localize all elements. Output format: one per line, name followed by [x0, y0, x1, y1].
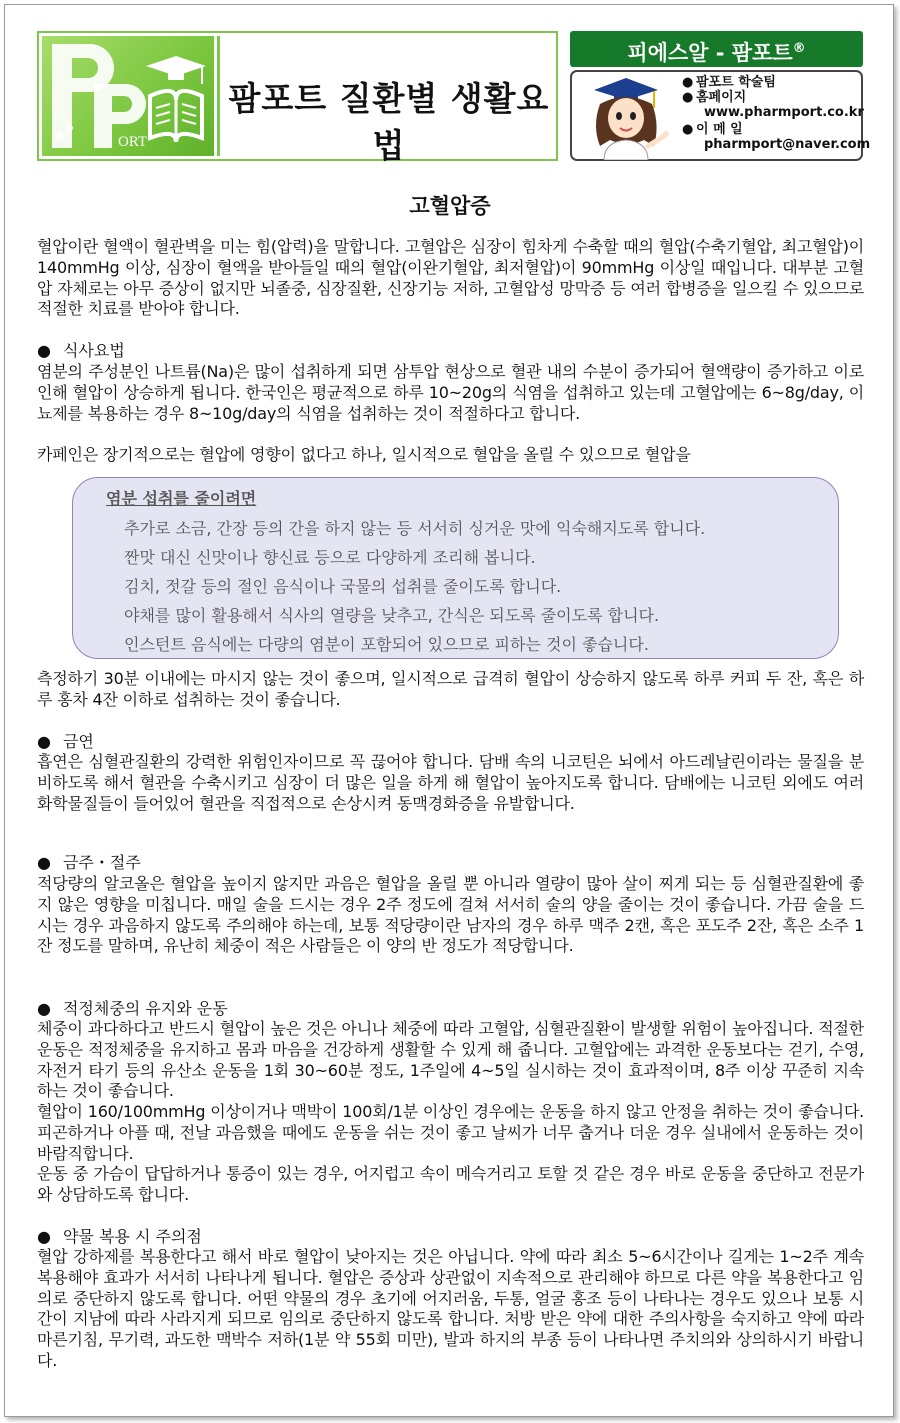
intro-paragraph: 혈압이란 혈액이 혈관벽을 미는 힘(압력)을 말합니다. 고혈압은 심장이 힘차게 수축할 때의 혈압(수축기혈압, 최고혈압)이 140mmHg 이상, 심장이 혈액을 받아들일 때의 혈압(이완기혈압, 최저혈압)이 90mmHg 이상일 때입니다. 대부분 고혈압 자체로는 아무 증상이 없지만 뇌졸중, 심장질환, 신장기능 저하, 고혈압성 망막증 등 여러 합병증을 일으킬 수 있으므로 적절한 치료를 받아야 합니다. [37, 237, 864, 319]
contact-label: 이 메 일 [696, 122, 743, 137]
diet-paragraph-1: 염분의 주성분인 나트륨(Na)은 많이 섭취하게 되면 삼투압 현상으로 혈관 내의 수분이 증가되어 혈액량이 증가하고 이로 인해 혈압이 상승하게 됩니다. 한국인은 평균적으로 하루 10~20g의 식염을 섭취하고 있는데 고혈압에는 6~8g/day, 이뇨제를 복용하는 경우 8~10g/day의 식염을 섭취하는 것이 적절하다고 합니다. [37, 362, 864, 423]
bullet-icon: ● [682, 90, 694, 105]
bullet-icon: ● [682, 122, 694, 137]
homepage-url[interactable]: www.pharmport.co.kr [704, 105, 864, 120]
salt-tips-list [124, 514, 705, 659]
email-address[interactable]: pharmport@naver.com [704, 137, 871, 152]
registered-mark: ® [792, 41, 806, 56]
contact-label: 홈페이지 [696, 90, 747, 105]
salt-tips-title: 염분 섭취를 줄이려면 [106, 489, 257, 508]
header-logo-box [37, 31, 558, 165]
heading-text: 금주・절주 [62, 853, 141, 872]
brand-name: 피에스알 - 팜포트 [627, 41, 793, 65]
salt-tip-item: 인스턴트 음식에는 다량의 염분이 포함되어 있으므로 피하는 것이 좋습니다. [124, 635, 649, 654]
heading-text: 금연 [62, 732, 94, 751]
salt-tip-item: 추가로 소금, 간장 등의 간을 하지 않는 등 서서히 싱거운 맛에 익숙해지도록 합니다. [124, 519, 706, 538]
pport-logo-icon [42, 36, 214, 156]
contact-item-homepage [680, 90, 860, 105]
bullet-icon: ● [37, 999, 51, 1018]
diet-paragraph-3: 측정하기 30분 이내에는 마시지 않는 것이 좋으며, 일시적으로 급격히 혈압이 상승하지 않도록 하루 커피 두 잔, 혹은 하루 홍차 4잔 이하로 섭취하는 것이 좋습니다. [37, 669, 864, 709]
heading-text: 식사요법 [62, 341, 125, 360]
smoking-paragraph: 흡연은 심혈관질환의 강력한 위험인자이므로 꼭 끊어야 합니다. 담배 속의 니코틴은 뇌에서 아드레날린이라는 물질을 분비하도록 해서 혈관을 수축시키고 심장이 더 많은 일을 하게 해 혈압이 높아지도록 합니다. 담배에는 니코틴 외에도 여러 화학물질들이 들어있어 혈관을 직접적으로 손상시켜 동맥경화증을 유발합니다. [37, 752, 864, 813]
alcohol-paragraph: 적당량의 알코올은 혈압을 높이지 않지만 과음은 혈압을 올릴 뿐 아니라 열량이 많아 살이 찌게 되는 등 심혈관질환에 좋지 않은 영향을 미칩니다. 매일 술을 드시는 경우 2주 정도에 걸쳐 서서히 술의 양을 줄이는 것이 좋습니다. 가끔 술을 드시는 경우 과음하지 않도록 주의해야 하는데, 보통 적당량이란 남자의 경우 하루 맥주 2캔, 혹은 포도주 2잔, 혹은 소주 1잔 정도를 말하며, 유난히 체중이 적은 사람들은 이 양의 반 정도가 적당합니다. [37, 874, 864, 956]
contact-label: 팜포트 학술팀 [696, 75, 776, 90]
bullet-icon: ● [37, 853, 51, 872]
bullet-icon: ● [37, 341, 51, 360]
exercise-paragraph-3: 운동 중 가슴이 답답하거나 통증이 있는 경우, 어지럽고 속이 메슥거리고 토할 것 같은 경우 바로 운동을 중단하고 전문가와 상담하도록 합니다. [37, 1164, 864, 1204]
salt-tip-item: 짠맛 대신 신맛이나 향신료 등으로 다양하게 조리해 봅니다. [124, 548, 536, 567]
heading-text: 약물 복용 시 주의점 [62, 1227, 202, 1246]
brand-bar [570, 31, 863, 67]
salt-tip-item: 야채를 많이 활용해서 식사의 열량을 낮추고, 간식은 되도록 줄이도록 합니다. [124, 606, 660, 625]
pport-logo [42, 36, 214, 156]
contact-item-team [680, 75, 860, 90]
section-heading-smoking [37, 732, 94, 752]
bullet-icon: ● [37, 732, 51, 751]
header-title: 팜포트 질환별 생활요법 [228, 79, 550, 165]
contact-item-email [680, 122, 860, 137]
section-heading-alcohol [37, 853, 141, 873]
salt-tips-box [72, 477, 839, 659]
salt-tip-item: 김치, 젓갈 등의 절인 음식이나 국물의 섭취를 줄이도록 합니다. [124, 577, 562, 596]
contact-info-box [570, 70, 871, 161]
heading-text: 적정체중의 유지와 운동 [62, 999, 228, 1018]
svg-text:ORT: ORT [118, 134, 148, 150]
exercise-paragraph-1: 체중이 과다하다고 반드시 혈압이 높은 것은 아니나 체중에 따라 고혈압, 심혈관질환이 발생할 위험이 높아집니다. 적절한 운동은 적정체중을 유지하고 몸과 마음을 건강하게 생활할 수 있게 해 줍니다. 고혈압에는 과격한 운동보다는 걷기, 수영, 자전거 타기 등의 유산소 운동을 1회 30~60분 정도, 1주일에 4~5일 실시하는 것이 효과적이며, 8주 이상 꾸준히 지속하는 것이 좋습니다. [37, 1019, 864, 1101]
exercise-paragraph-2: 혈압이 160/100mmHg 이상이거나 맥박이 100회/1분 이상인 경우에는 운동을 하지 않고 안정을 취하는 것이 좋습니다. 피곤하거나 아플 때, 전날 과음했을 때에도 운동을 쉬는 것이 좋고 날씨가 너무 춥거나 더운 경우 실내에서 운동하는 것이 바람직합니다. [37, 1102, 864, 1163]
bullet-icon: ● [682, 75, 694, 90]
section-heading-diet [37, 341, 125, 361]
document-title: 고혈압증 [409, 194, 491, 218]
logo-separator [217, 36, 220, 156]
medication-paragraph: 혈압 강하제를 복용한다고 해서 바로 혈압이 낮아지는 것은 아닙니다. 약에 따라 최소 5~6시간이나 길게는 1~2주 계속 복용해야 효과가 서서히 나타나게 됩니다. 혈압은 증상과 상관없이 지속적으로 관리해야 하므로 다른 약을 복용한다고 임의로 중단하지 않도록 합니다. 어떤 약물의 경우 초기에 어지러움, 두통, 얼굴 홍조 등이 나타나는 경우도 있으나 보통 시간이 지남에 따라 사라지게 되므로 임의로 중단하지 않도록 합니다. 처방 받은 약에 대한 주의사항을 숙지하고 약에 따라 마른기침, 무기력, 과도한 맥박수 저하(1분 약 55회 미만), 발과 하지의 부종 등이 나타나면 주치의와 상의하시기 바랍니다. [37, 1247, 864, 1370]
section-heading-medication [37, 1227, 202, 1247]
pharmacist-mascot-icon [582, 76, 674, 160]
contact-list [680, 75, 871, 152]
diet-paragraph-2: 카페인은 장기적으로는 혈압에 영향이 없다고 하나, 일시적으로 혈압을 올릴 수 있으므로 혈압을 [37, 445, 691, 464]
bullet-icon: ● [37, 1227, 51, 1246]
section-heading-exercise [37, 999, 228, 1019]
